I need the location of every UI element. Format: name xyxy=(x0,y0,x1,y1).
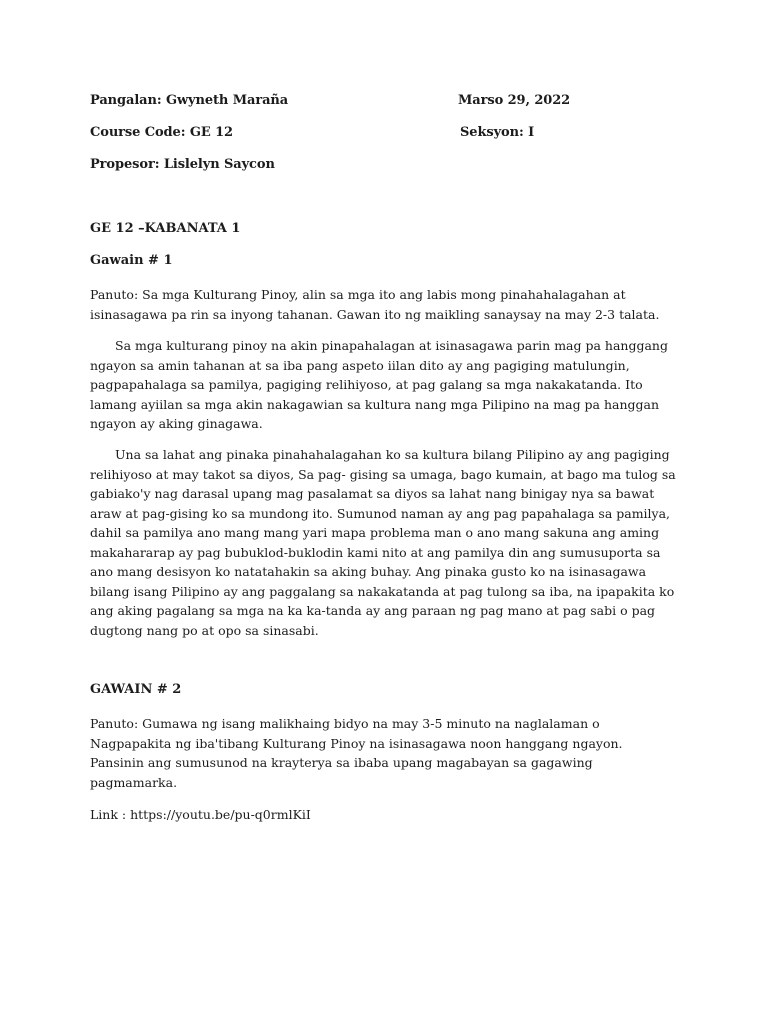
professor: Propesor: Lislelyn Saycon xyxy=(90,157,275,172)
paragraph-line: dahil sa pamilya ano mang mang yari mapa problema man o ano mang sakuna ang aming xyxy=(90,525,660,540)
instruction-line: Panuto: Sa mga Kulturang Pinoy, alin sa mga ito ang labis mong pinahahalagahan at xyxy=(90,287,626,302)
paragraph-line: makahararap ay pag bubuklod-buklodin kami nito at ang pamilya din ang sumusuporta sa xyxy=(90,544,661,560)
instruction-line: pagmamarka. xyxy=(90,774,178,790)
instruction-line: Panuto: Gumawa ng isang malikhaing bidyo na may 3-5 minuto na naglalaman o xyxy=(90,716,600,731)
paragraph-line: Una sa lahat ang pinaka pinahahalagahan ko sa kultura bilang Pilipino ay ang pagiging xyxy=(115,447,670,462)
paragraph-line: gabiako'y nag darasal upang mag pasalamat sa diyos sa lahat nang binigay nya sa bawat xyxy=(90,486,655,501)
instruction-line: Pansinin ang sumusunod na krayterya sa ibaba upang magabayan sa gagawing xyxy=(90,755,593,770)
video-link-text[interactable]: Link : https://youtu.be/pu-q0rmlKiI xyxy=(90,807,311,822)
activity1-instructions xyxy=(90,285,680,324)
paragraph-line: ano mang desisyon ko natatahakin sa aking buhay. Ang pinaka gusto ko na isinasagawa xyxy=(90,564,647,579)
student-name: Pangalan: Gwyneth Maraña xyxy=(90,93,289,108)
instruction-line: Nagpapakita ng iba'tibang Kulturang Pinoy na isinasagawa noon hanggang ngayon. xyxy=(90,735,623,751)
activity2-instructions xyxy=(90,714,680,792)
submission-date: Marso 29, 2022 xyxy=(458,93,571,108)
course-code: Course Code: GE 12 xyxy=(90,125,233,140)
paragraph-line: lamang ayiilan sa mga akin nakagawian sa kultura nang mga Pilipino na mag pa hanggan xyxy=(90,396,660,412)
video-link[interactable] xyxy=(90,805,680,825)
paragraph-line: dugtong nang po at opo sa sinasabi. xyxy=(90,622,319,638)
activity1-paragraph1 xyxy=(90,336,680,434)
activity1-title: Gawain # 1 xyxy=(90,253,173,268)
paragraph-line: araw at pag-gising ko sa mundong ito. Sumunod naman ay ang pag papahalaga sa pamilya, xyxy=(90,505,671,521)
paragraph-line: Sa mga kulturang pinoy na akin pinapahalagan at isinasagawa parin mag pa hanggang xyxy=(115,338,668,353)
instruction-line: isinasagawa pa rin sa inyong tahanan. Gawan ito ng maikling sanaysay na may 2-3 talata. xyxy=(90,306,660,322)
paragraph-line: ngayon sa amin tahanan at sa iba pang aspeto iilan dito ay ang pagiging matulungin, xyxy=(90,357,630,373)
paragraph-line: ang aking pagalang sa mga na ka ka-tanda ay ang paraan ng pag mano at pag sabi o pag xyxy=(90,603,656,618)
chapter-title: GE 12 –KABANATA 1 xyxy=(90,221,241,236)
section: Seksyon: I xyxy=(460,125,535,140)
activity1-paragraph2 xyxy=(90,445,680,640)
paragraph-line: ngayon ay aking ginagawa. xyxy=(90,416,263,431)
paragraph-line: bilang isang Pilipino ay ang paggalang sa nakakatanda at pag tulong sa iba, na ipapakita ko xyxy=(90,583,675,599)
activity2-title: GAWAIN # 2 xyxy=(90,682,182,697)
paragraph-line: pagpapahalaga sa pamilya, pagiging relihiyoso, at pag galang sa mga nakakatanda. Ito xyxy=(90,377,643,392)
paragraph-line: relihiyoso at may takot sa diyos, Sa pag- gising sa umaga, bago kumain, at bago ma tulog sa xyxy=(90,466,676,482)
